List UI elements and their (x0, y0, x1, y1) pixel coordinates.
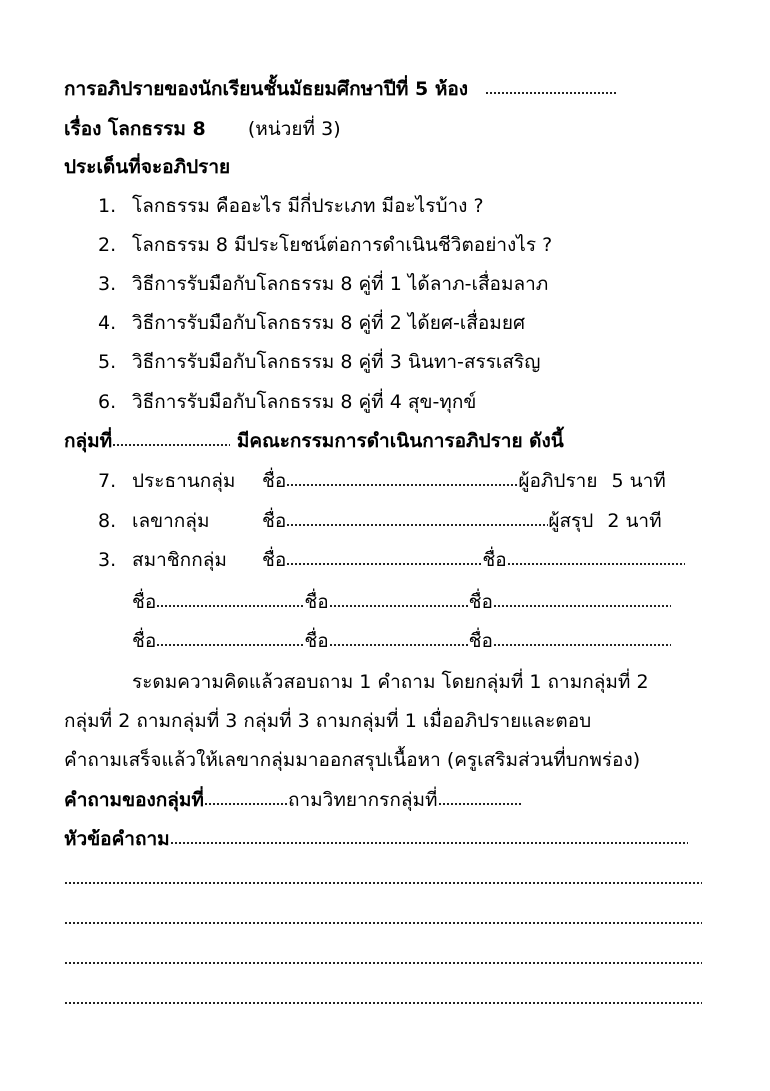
question-group-blank (204, 802, 288, 806)
blank-line (64, 906, 702, 932)
blank-line (64, 986, 702, 1012)
issue-item: 3. วิธีการรับมือกับโลกธรรม 8 คู่ที่ 1 ได้ลาภ-เสื่อมลาภ (98, 273, 549, 295)
instruction-line: ระดมความคิดแล้วสอบถาม 1 คำถาม โดยกลุ่มที่ 1 ถามกลุ่มที่ 2 (132, 671, 649, 693)
members-row: ชื่อ ชื่อ ชื่อ (132, 628, 671, 654)
member-name-blank (507, 562, 685, 566)
member-name-blank (493, 604, 671, 608)
question-topic-line: หัวข้อคำถาม (64, 826, 688, 852)
blank-line (64, 946, 702, 972)
issues-heading: ประเด็นที่จะอภิปราย (64, 156, 231, 178)
issue-item: 2. โลกธรรม 8 มีประโยชน์ต่อการดำเนินชีวิตอย่างไร ? (98, 234, 553, 256)
blank-line (64, 866, 702, 892)
members-row: 3. สมาชิกกลุ่ม ชื่อ ชื่อ (98, 547, 685, 573)
member-name-blank (156, 643, 304, 647)
group-line (64, 428, 564, 454)
issue-item: 6. วิธีการรับมือกับโลกธรรม 8 คู่ที่ 4 สุข-ทุกข์ (98, 391, 477, 413)
group-label: กลุ่มที่ (64, 430, 113, 452)
issue-item: 4. วิธีการรับมือกับโลกธรรม 8 คู่ที่ 2 ได้ยศ-เสื่อมยศ (98, 312, 526, 334)
worksheet-title (64, 76, 617, 102)
member-name-blank (329, 604, 469, 608)
group-number-blank (112, 443, 230, 447)
member-name-blank (156, 604, 304, 608)
issue-item: 1. โลกธรรม คืออะไร มีกี่ประเภท มีอะไรบ้าง ? (98, 195, 484, 217)
topic-line (64, 116, 341, 142)
room-blank (485, 91, 617, 95)
secretary-name-blank (286, 523, 548, 527)
unit-label: (หน่วยที่ 3) (247, 118, 341, 140)
issue-item: 5. วิธีการรับมือกับโลกธรรม 8 คู่ที่ 3 นินทา-สรรเสริญ (98, 351, 541, 373)
question-topic-blank (170, 841, 688, 845)
chair-name-blank (286, 483, 518, 487)
committee-text: มีคณะกรรมการดำเนินการอภิปราย ดังนี้ (236, 430, 564, 452)
chair-row: 7. ประธานกลุ่ม ชื่อ ผู้อภิปราย 5 นาที (98, 470, 666, 492)
member-name-blank (329, 643, 469, 647)
question-group-line: คำถามของกลุ่มที่ ถามวิทยากรกลุ่มที่ (64, 787, 522, 813)
instruction-line: คำถามเสร็จแล้วให้เลขากลุ่มมาออกสรุปเนื้อหา (ครูเสริมส่วนที่บกพร่อง) (64, 749, 641, 771)
instruction-line: กลุ่มที่ 2 ถามกลุ่มที่ 3 กลุ่มที่ 3 ถามกลุ่มที่ 1 เมื่ออภิปรายและตอบ (64, 710, 592, 732)
topic-label: เรื่อง โลกธรรม 8 (64, 118, 206, 140)
secretary-row: 8. เลขากลุ่ม ชื่อ ผู้สรุป 2 นาที (98, 510, 662, 532)
members-row: ชื่อ ชื่อ ชื่อ (132, 589, 671, 615)
speaker-group-blank (438, 802, 522, 806)
member-name-blank (493, 643, 671, 647)
title-text: การอภิปรายของนักเรียนชั้นมัธยมศึกษาปีที่ 5 ห้อง (64, 78, 469, 100)
member-name-blank (286, 562, 482, 566)
